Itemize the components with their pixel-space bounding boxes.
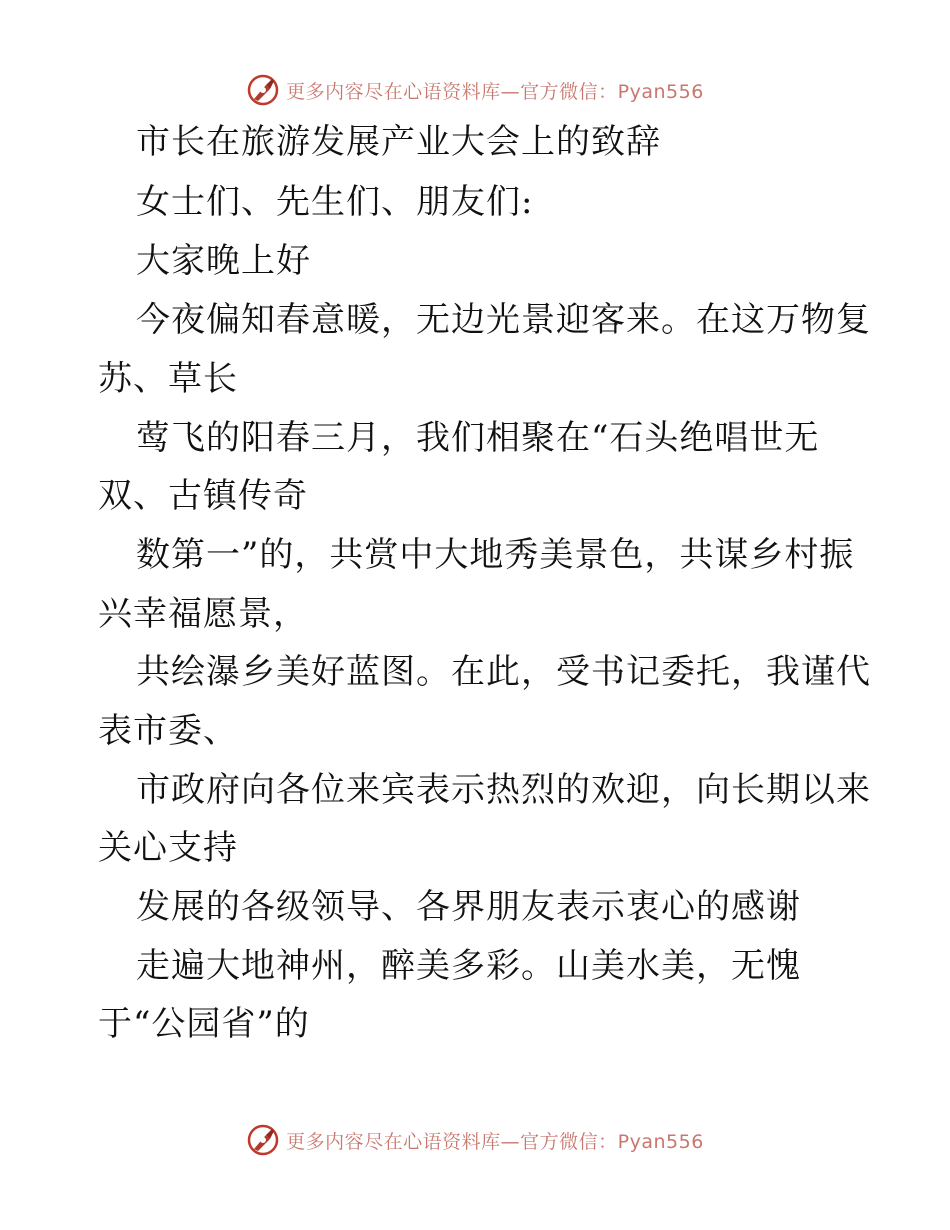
pen-logo-icon (246, 1123, 280, 1157)
text-line: 共绘瀑乡美好蓝图。在此，受书记委托，我谨代 (136, 652, 871, 692)
text-line: 莺飞的阳春三月，我们相聚在“石头绝唱世无 (136, 418, 820, 458)
document-title: 市长在旅游发展产业大会上的致辞 (136, 122, 661, 162)
text-line: 女士们、先生们、朋友们: (136, 182, 534, 222)
text-line: 大家晚上好 (136, 241, 311, 281)
pen-logo-icon (246, 73, 280, 107)
watermark-text: 更多内容尽在心语资料库—官方微信：Pyan556 (286, 80, 704, 103)
footer-watermark (0, 1120, 950, 1160)
header-watermark (0, 70, 950, 110)
text-line: 兴幸福愿景， (98, 594, 308, 634)
text-line: 市政府向各位来宾表示热烈的欢迎，向长期以来 (136, 770, 871, 810)
text-line: 苏、草长 (98, 359, 238, 399)
text-line: 表市委、 (98, 711, 238, 751)
text-line: 走遍大地神州，醉美多彩。山美水美，无愧 (136, 946, 801, 986)
text-line: 关心支持 (98, 828, 238, 868)
watermark-text: 更多内容尽在心语资料库—官方微信：Pyan556 (286, 1130, 704, 1153)
text-line: 数第一”的，共赏中大地秀美景色，共谋乡村振 (136, 535, 855, 575)
text-line: 今夜偏知春意暖，无边光景迎客来。在这万物复 (136, 300, 871, 340)
text-line: 双、古镇传奇 (98, 476, 308, 516)
text-line: 于“公园省”的 (98, 1004, 310, 1044)
text-line: 发展的各级领导、各界朋友表示衷心的感谢 (136, 887, 801, 927)
